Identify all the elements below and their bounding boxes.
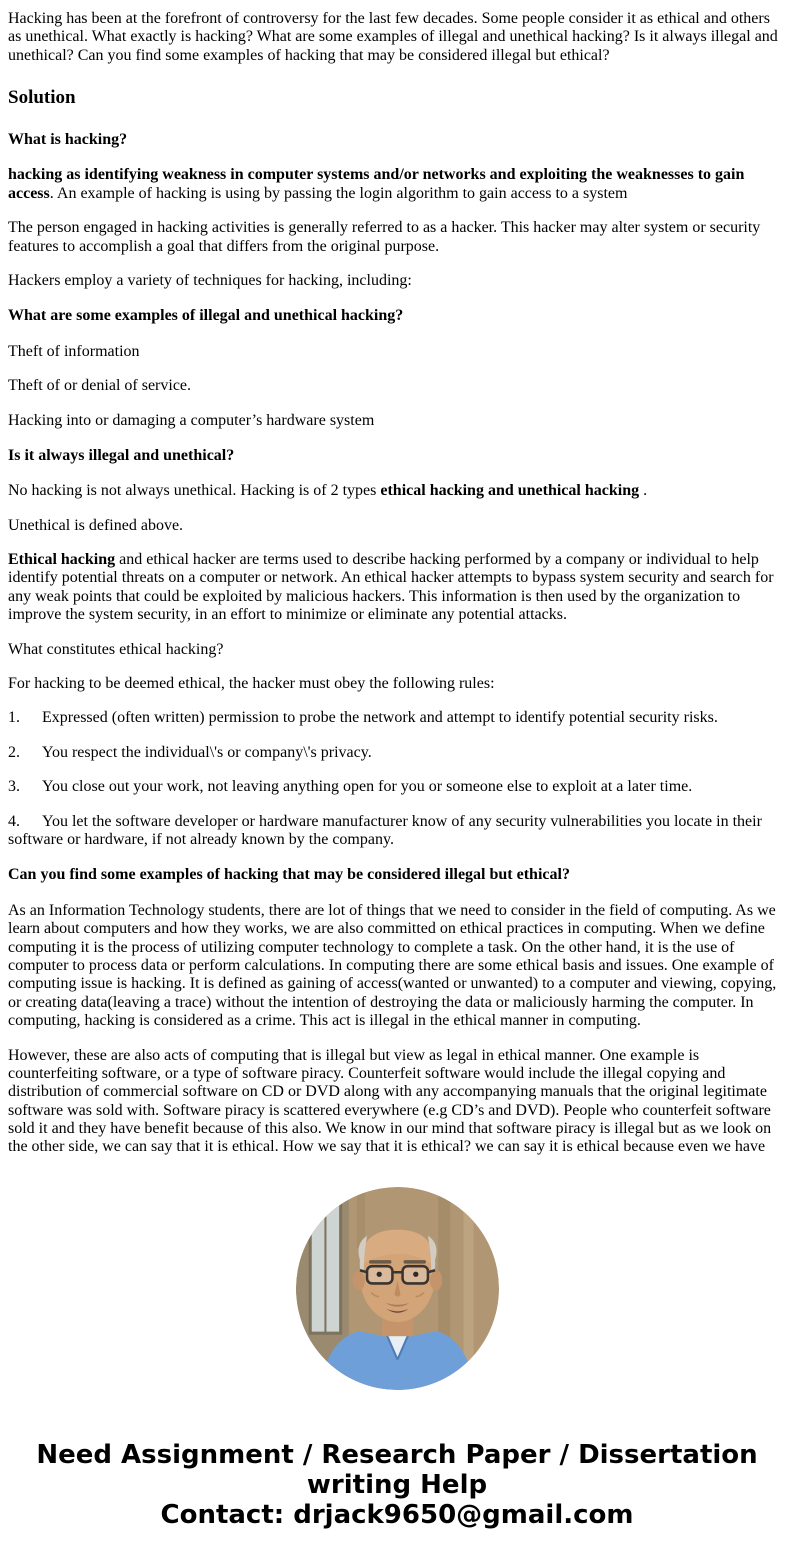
- intro-paragraph: Hacking has been at the forefront of controversy for the last few decades. Some people consider it as ethical and others as unethical. What exactly is hacking? What are some examples of illegal and unethical hacking? Is it always illegal and unethical? Can you find some examples of hacking that may be considered illegal but ethical?: [8, 10, 778, 64]
- example-hardware-damage: Hacking into or damaging a computer’s hardware system: [8, 411, 375, 429]
- tutor-photo-illustration: [296, 1187, 499, 1390]
- essay-paragraph-2: However, these are also acts of computing that is illegal but view as legal in ethical manner. One example is counterfeiting software, or a type of software piracy. Counterfeit software would include the illegal copying and distribution of commercial software on CD or DVD along with any accompanying manuals that the original legitimate software was sold with. Software piracy is scattered everywhere (e.g CD’s and DVD). People who counterfeit software sold it and they have benefit because of this also. We know in our mind that software piracy is illegal but as we look on the other side, we can say that it is ethical. How we say that it is ethical? we can say it is ethical because even we have: [8, 1046, 772, 1156]
- rule-4-text: You let the software developer or hardware manufacturer know of any security vulnerabilities you locate in their software or hardware, if not already known by the company.: [8, 812, 762, 848]
- rule-item-3: [8, 778, 786, 796]
- types-bold-text: ethical hacking and unethical hacking: [380, 482, 640, 500]
- rule-item-1: [8, 709, 786, 727]
- rule-4-number: 4.: [8, 812, 20, 830]
- rule-item-4: [8, 813, 786, 850]
- rules-intro-paragraph: For hacking to be deemed ethical, the hacker must obey the following rules:: [8, 675, 495, 693]
- footer-heading: [30, 1440, 764, 1530]
- definition-paragraph: [8, 166, 786, 203]
- rule-2-number: 2.: [8, 743, 20, 761]
- ethical-hacking-bold-text: Ethical hacking: [8, 551, 116, 569]
- rule-3-number: 3.: [8, 778, 20, 796]
- unethical-note-paragraph: Unethical is defined above.: [8, 516, 184, 534]
- rule-2-text: You respect the individual\'s or company\'s privacy.: [42, 743, 372, 761]
- example-theft-information: Theft of information: [8, 342, 140, 360]
- types-pre-text: No hacking is not always unethical. Hacking is of 2 types: [8, 482, 381, 500]
- types-post-text: .: [639, 482, 648, 500]
- document-body: [8, 0, 786, 1157]
- photo-section: [0, 1187, 794, 1390]
- hacking-types-paragraph: [8, 482, 786, 500]
- solution-heading: Solution: [8, 87, 76, 109]
- rule-1-text: Expressed (often written) permission to probe the network and attempt to identify potential security risks.: [42, 709, 718, 727]
- heading-always-illegal: Is it always illegal and unethical?: [8, 446, 235, 464]
- tutor-photo: [296, 1187, 499, 1390]
- footer-contact-line: Contact: drjack9650@gmail.com: [160, 1500, 634, 1531]
- constitutes-paragraph: What constitutes ethical hacking?: [8, 640, 224, 658]
- essay-paragraph-1: As an Information Technology students, there are lot of things that we need to consider in the field of computing. As we learn about computers and how they works, we are also committed on ethical practices in computing. When we define computing it is the process of utilizing computer technology to complete a task. On the other hand, it is the use of computer to process data or perform calculations. In computing there are some ethical basis and issues. One example of computing issue is hacking. It is defined as gaining of access(wanted or unwanted) to a computer and viewing, copying, or creating data(leaving a trace) without the intention of destroying the data or maliciously harming the computer. In computing, hacking is considered as a crime. This act is illegal in the ethical manner in computing.: [8, 901, 777, 1030]
- hacker-description-paragraph: The person engaged in hacking activities is generally referred to as a hacker. This hacker may alter system or security features to accomplish a goal that differs from the original purpose.: [8, 219, 761, 255]
- heading-illegal-unethical-examples: What are some examples of illegal and unethical hacking?: [8, 307, 404, 325]
- heading-what-is-hacking: What is hacking?: [8, 131, 128, 149]
- heading-illegal-but-ethical: Can you find some examples of hacking that may be considered illegal but ethical?: [8, 866, 570, 884]
- example-denial-of-service: Theft of or denial of service.: [8, 377, 192, 395]
- rule-item-2: [8, 744, 786, 762]
- definition-bold-text: hacking as identifying weakness in computer systems and/or networks and exploiting the weaknesses to gain access: [8, 166, 745, 202]
- rule-1-number: 1.: [8, 709, 20, 727]
- footer-help-line: Need Assignment / Research Paper / Dissertation writing Help: [36, 1439, 758, 1501]
- rule-3-text: You close out your work, not leaving anything open for you or someone else to exploit at a later time.: [42, 778, 693, 796]
- definition-rest-text: . An example of hacking is using by passing the login algorithm to gain access to a system: [49, 184, 628, 202]
- ethical-hacking-paragraph: [8, 551, 786, 625]
- techniques-paragraph: Hackers employ a variety of techniques for hacking, including:: [8, 271, 412, 289]
- ethical-hacking-rest-text: and ethical hacker are terms used to describe hacking performed by a company or individual to help identify potential threats on a computer or network. An ethical hacker attempts to bypass system security and search for any weak points that could be exploited by malicious hackers. This information is then used by the organization to improve the system security, in an effort to minimize or eliminate any potential attacks.: [8, 551, 774, 624]
